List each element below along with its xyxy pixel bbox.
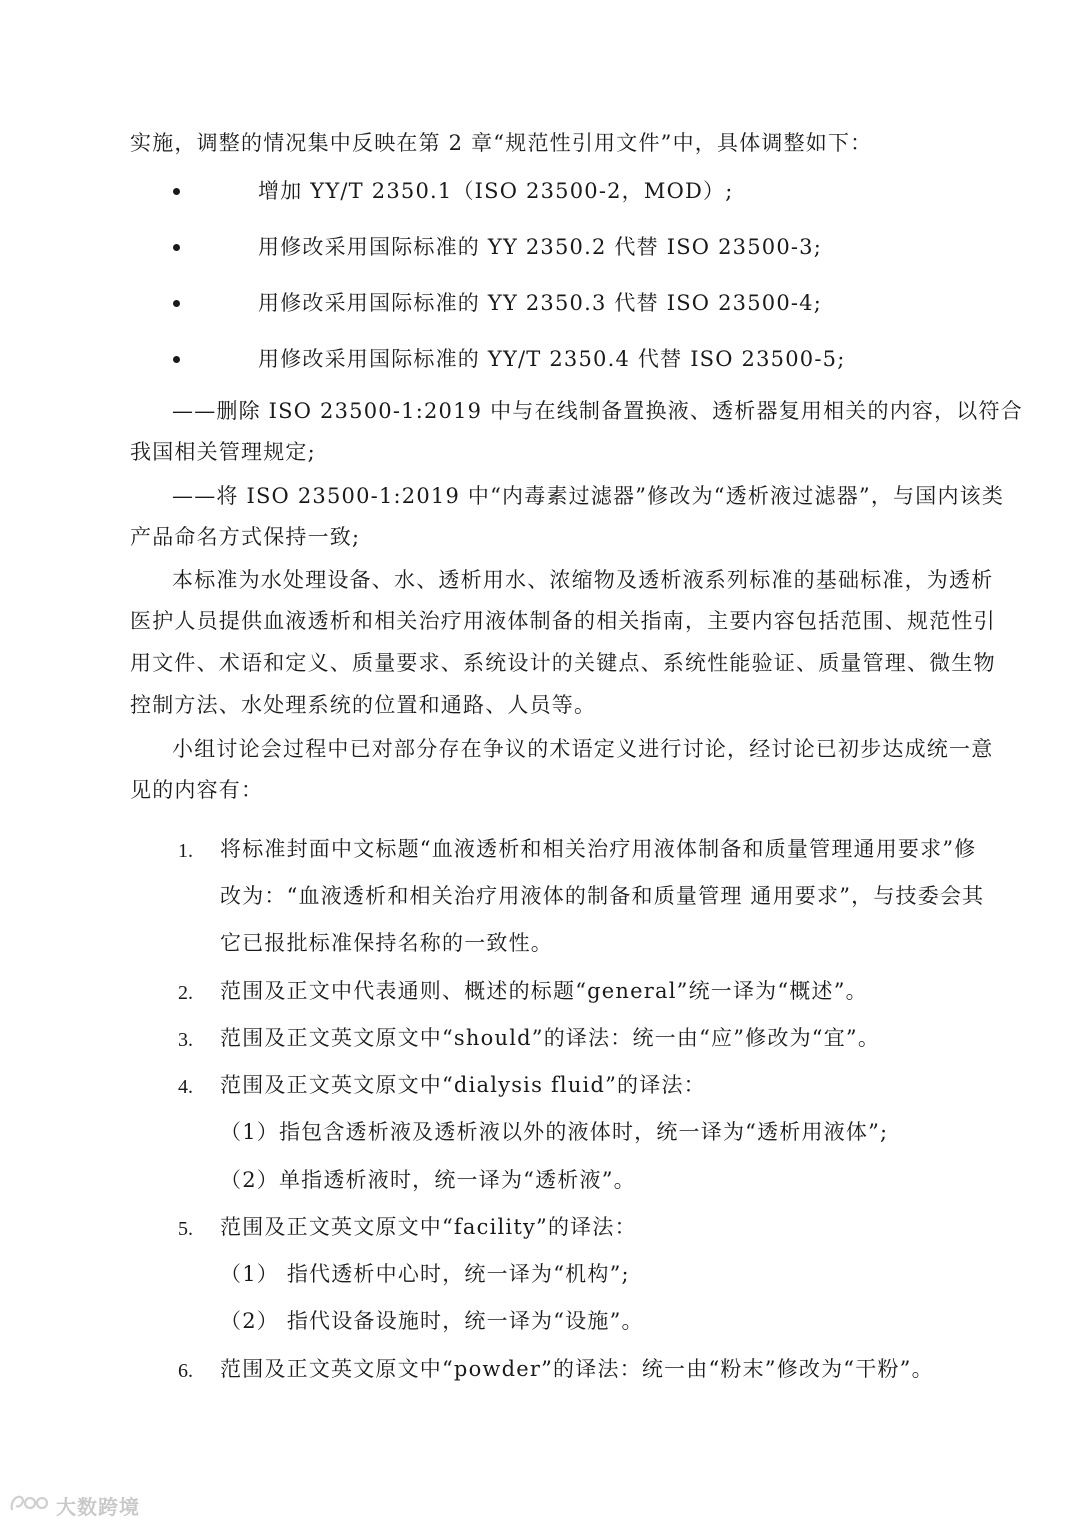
list-subitem: （2） 指代设备设施时，统一译为“设施”。 xyxy=(220,1309,644,1333)
list-subitem: （1） 指代透析中心时，统一译为“机构”; xyxy=(220,1262,630,1286)
watermark-text: 大数跨境 xyxy=(56,1494,140,1519)
bullet-item: 用修改采用国际标准的 YY/T 2350.4 代替 ISO 23500-5; xyxy=(258,347,846,371)
paragraph-line: 控制方法、水处理系统的位置和通路、人员等。 xyxy=(130,693,597,717)
paragraph-line: 本标准为水处理设备、水、透析用水、浓缩物及透析液系列标准的基础标准，为透析 xyxy=(172,568,994,592)
list-item-text: 范围及正文英文原文中“facility”的译法： xyxy=(220,1215,637,1239)
paragraph-line: 见的内容有： xyxy=(130,778,264,802)
list-item-text: 范围及正文英文原文中“dialysis fluid”的译法： xyxy=(220,1073,706,1097)
list-number: 1. xyxy=(178,840,193,862)
bullet-dot xyxy=(173,188,180,195)
bullet-item: 用修改采用国际标准的 YY 2350.2 代替 ISO 23500-3; xyxy=(258,235,823,259)
list-number: 2. xyxy=(178,982,193,1004)
list-number: 6. xyxy=(178,1360,193,1382)
paragraph-line: 小组讨论会过程中已对部分存在争议的术语定义进行讨论，经讨论已初步达成统一意 xyxy=(172,737,994,761)
list-number: 5. xyxy=(178,1218,193,1240)
watermark xyxy=(8,1490,140,1520)
list-item-text: 它已报批标准保持名称的一致性。 xyxy=(220,931,553,955)
paragraph-line: 医护人员提供血液透析和相关治疗用液体制备的相关指南，主要内容包括范围、规范性引 xyxy=(130,609,996,633)
dash-item-rename: ——将 ISO 23500-1:2019 中“内毒素过滤器”修改为“透析液过滤器”，与国内该类 xyxy=(172,484,1005,508)
list-item-text: 范围及正文中代表通则、概述的标题“general”统一译为“概述”。 xyxy=(220,979,868,1003)
bullet-item: 增加 YY/T 2350.1（ISO 23500-2，MOD）; xyxy=(258,179,734,203)
intro-line: 实施，调整的情况集中反映在第 2 章“规范性引用文件”中，具体调整如下： xyxy=(130,131,873,155)
watermark-logo-icon xyxy=(8,1490,52,1520)
list-item-text: 范围及正文英文原文中“powder”的译法：统一由“粉末”修改为“干粉”。 xyxy=(220,1357,934,1381)
bullet-dot xyxy=(173,244,180,251)
bullet-item: 用修改采用国际标准的 YY 2350.3 代替 ISO 23500-4; xyxy=(258,291,823,315)
dash-item-delete: ——删除 ISO 23500-1:2019 中与在线制备置换液、透析器复用相关的内容，以符合 xyxy=(172,399,1023,423)
list-number: 4. xyxy=(178,1076,193,1098)
dash-item-delete-cont: 我国相关管理规定; xyxy=(130,440,316,464)
bullet-dot xyxy=(173,356,180,363)
dash-item-rename-cont: 产品命名方式保持一致; xyxy=(130,525,361,549)
paragraph-line: 用文件、术语和定义、质量要求、系统设计的关键点、系统性能验证、质量管理、微生物 xyxy=(130,651,996,675)
list-number: 3. xyxy=(178,1029,193,1051)
bullet-dot xyxy=(173,300,180,307)
list-subitem: （2）单指透析液时，统一译为“透析液”。 xyxy=(220,1168,636,1192)
list-subitem: （1）指包含透析液及透析液以外的液体时，统一译为“透析用液体”; xyxy=(220,1120,889,1144)
list-item-text: 将标准封面中文标题“血液透析和相关治疗用液体制备和质量管理通用要求”修 xyxy=(220,837,977,861)
list-item-text: 范围及正文英文原文中“should”的译法：统一由“应”修改为“宜”。 xyxy=(220,1026,881,1050)
list-item-text: 改为：“血液透析和相关治疗用液体的制备和质量管理 通用要求”，与技委会其 xyxy=(220,884,985,908)
